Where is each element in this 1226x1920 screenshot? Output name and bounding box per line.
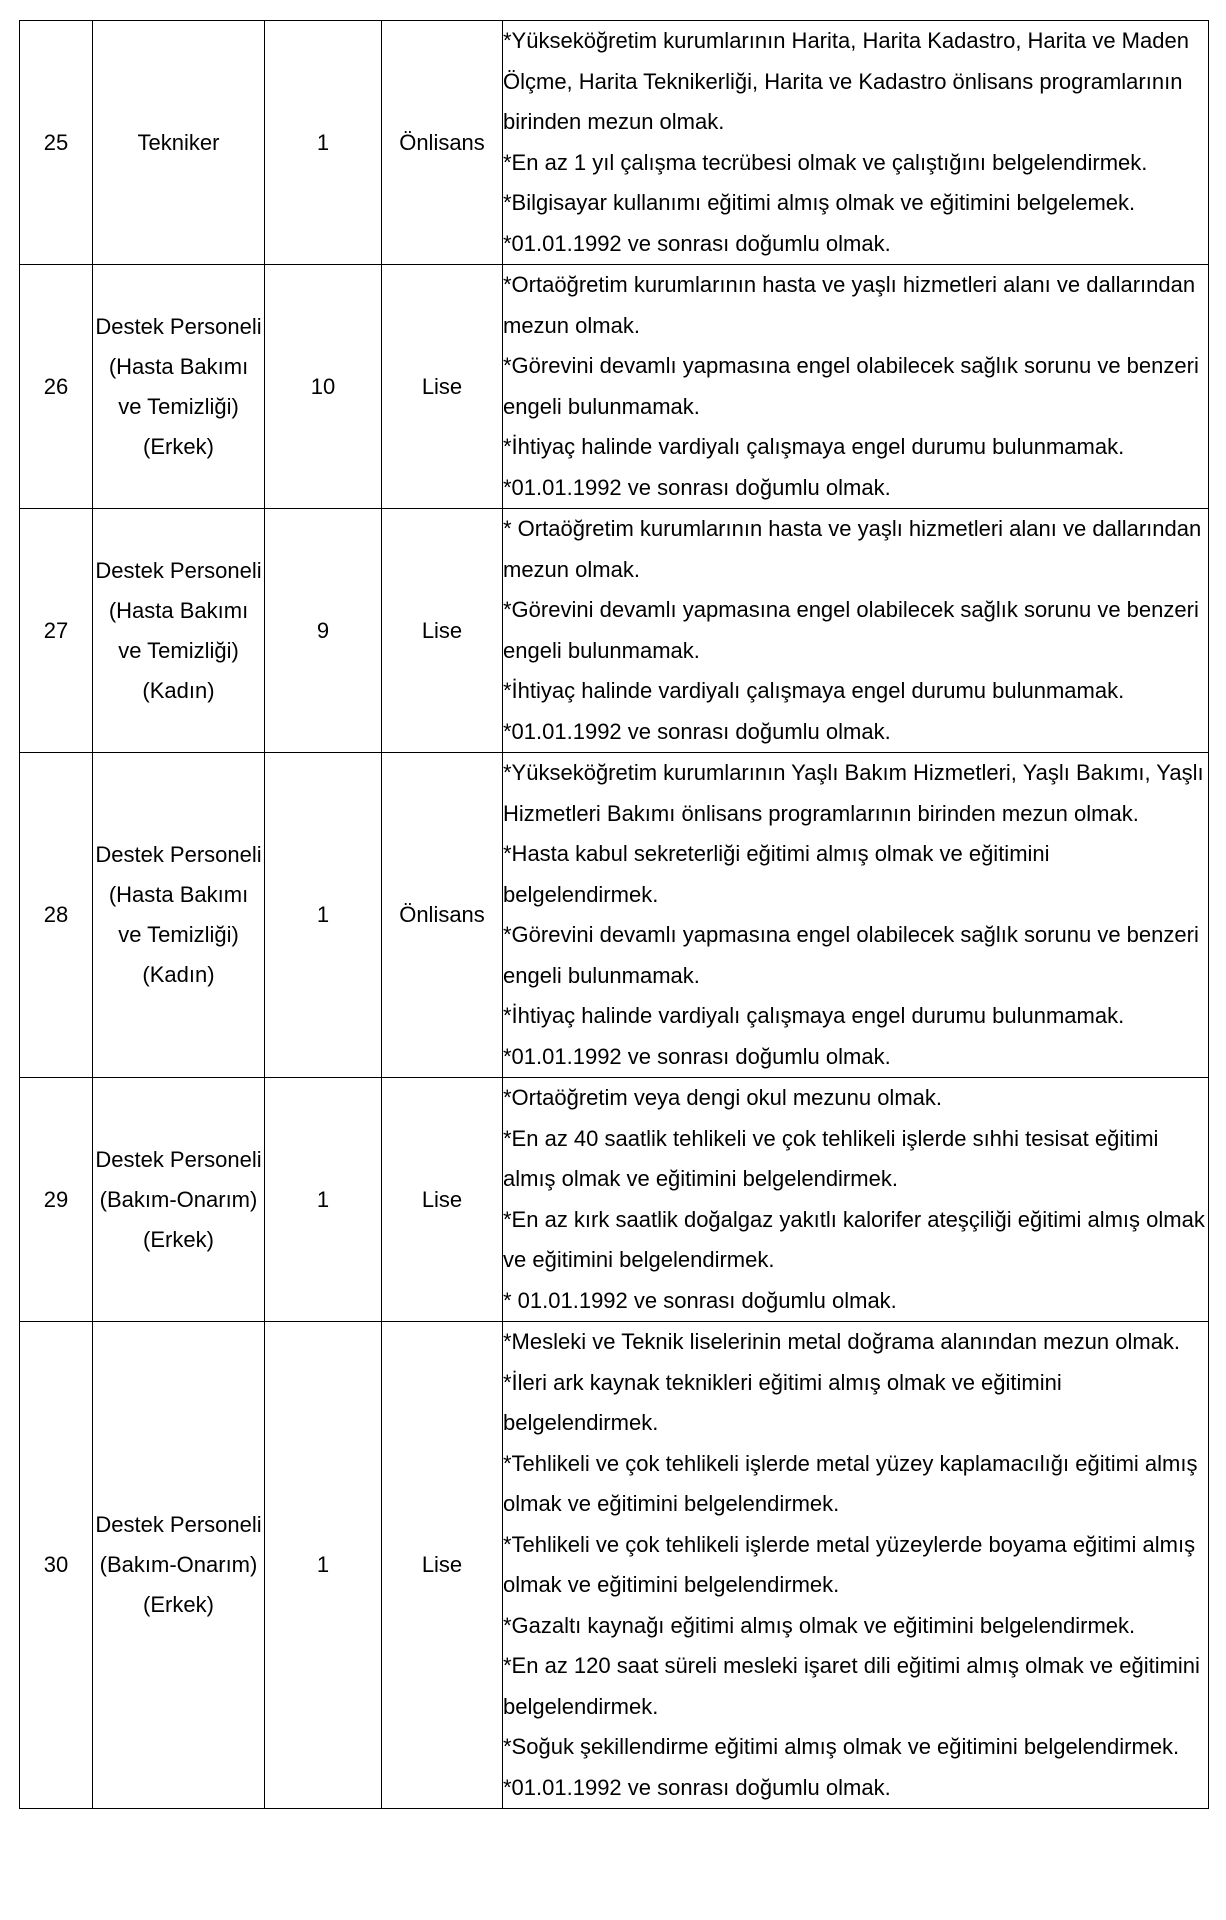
row-number-cell: 27 — [20, 509, 93, 753]
requirement-item: *Hasta kabul sekreterliği eğitimi almış olmak ve eğitimini belgelendirmek. — [503, 841, 1050, 907]
position-title-line: (Erkek) — [143, 433, 214, 459]
position-title-line: ve Temizliği) — [118, 922, 239, 947]
requirement-item: *Bilgisayar kullanımı eğitimi almış olmak ve eğitimini belgelemek. — [503, 190, 1136, 215]
position-title-line: Destek Personeli — [95, 313, 262, 339]
requirement-item: *Ortaöğretim veya dengi okul mezunu olmak. — [503, 1085, 942, 1110]
requirements-cell — [503, 1078, 1209, 1322]
requirement-item: *Görevini devamlı yapmasına engel olabilecek sağlık sorunu ve benzeri engeli bulunmamak. — [503, 597, 1199, 663]
row-number-cell: 28 — [20, 753, 93, 1078]
requirement-item: *İhtiyaç halinde vardiyalı çalışmaya engel durumu bulunmamak. — [503, 1003, 1125, 1028]
requirement-item: *Tehlikeli ve çok tehlikeli işlerde metal yüzey kaplamacılığı eğitimi almış olmak ve eğitimini belgelendirmek. — [503, 1450, 1198, 1516]
position-title-line: (Hasta Bakımı — [108, 882, 249, 907]
requirement-item: *01.01.1992 ve sonrası doğumlu olmak. — [503, 1043, 891, 1069]
requirement-item: *İhtiyaç halinde vardiyalı çalışmaya engel durumu bulunmamak. — [503, 434, 1125, 459]
education-level-cell: Önlisans — [382, 21, 503, 265]
requirement-item: *Yükseköğretim kurumlarının Yaşlı Bakım Hizmetleri, Yaşlı Bakımı, Yaşlı Hizmetleri Bakımı önlisans programlarının birinden mezun olmak. — [503, 760, 1204, 826]
education-level-cell: Lise — [382, 1322, 503, 1809]
position-title-line: Tekniker — [137, 129, 220, 155]
requirement-item: *Görevini devamlı yapmasına engel olabilecek sağlık sorunu ve benzeri engeli bulunmamak. — [503, 922, 1199, 988]
position-title-line: Destek Personeli — [95, 1512, 262, 1537]
education-level-cell: Lise — [382, 1078, 503, 1322]
requirement-item: *En az 1 yıl çalışma tecrübesi olmak ve çalıştığını belgelendirmek. — [503, 149, 1148, 175]
requirement-item: *En az 120 saat süreli mesleki işaret dili eğitimi almış olmak ve eğitimini belgelendirmek. — [503, 1653, 1200, 1719]
position-title-line: (Bakım-Onarım) — [99, 1186, 258, 1212]
position-title-cell — [93, 753, 265, 1078]
position-count-cell: 1 — [265, 1322, 382, 1809]
requirement-item: * 01.01.1992 ve sonrası doğumlu olmak. — [503, 1287, 897, 1313]
requirement-item: *İleri ark kaynak teknikleri eğitimi almış olmak ve eğitimini belgelendirmek. — [503, 1369, 1062, 1435]
position-title-cell — [93, 265, 265, 509]
requirements-cell — [503, 21, 1209, 265]
requirement-item: *Soğuk şekillendirme eğitimi almış olmak ve eğitimini belgelendirmek. — [503, 1734, 1180, 1759]
requirements-cell — [503, 1322, 1209, 1809]
table-row — [20, 753, 1209, 1078]
requirement-item: *Tehlikeli ve çok tehlikeli işlerde metal yüzeylerde boyama eğitimi almış olmak ve eğitimini belgelendirmek. — [503, 1531, 1196, 1597]
row-number-cell: 30 — [20, 1322, 93, 1809]
requirement-item: *Görevini devamlı yapmasına engel olabilecek sağlık sorunu ve benzeri engeli bulunmamak. — [503, 353, 1199, 419]
position-title-cell — [93, 509, 265, 753]
position-title-line: (Hasta Bakımı — [108, 597, 249, 623]
table-row — [20, 265, 1209, 509]
requirement-item: *Mesleki ve Teknik liselerinin metal doğrama alanından mezun olmak. — [503, 1329, 1181, 1354]
position-title-line: (Kadın) — [142, 962, 215, 987]
requirement-item: *İhtiyaç halinde vardiyalı çalışmaya engel durumu bulunmamak. — [503, 678, 1125, 703]
position-title-line: (Erkek) — [143, 1592, 214, 1617]
row-number-cell: 25 — [20, 21, 93, 265]
table-body — [20, 21, 1209, 1809]
requirement-item: *01.01.1992 ve sonrası doğumlu olmak. — [503, 230, 891, 256]
table-row — [20, 509, 1209, 753]
job-requirements-sheet — [19, 20, 1208, 1809]
row-number-cell: 26 — [20, 265, 93, 509]
job-requirements-table — [19, 20, 1209, 1809]
position-count-cell: 9 — [265, 509, 382, 753]
position-title-line: Destek Personeli — [95, 842, 262, 867]
requirements-cell — [503, 509, 1209, 753]
position-title-line: (Kadın) — [142, 677, 215, 703]
position-title-line: (Hasta Bakımı — [108, 353, 249, 379]
position-title-cell — [93, 21, 265, 265]
position-title-line: ve Temizliği) — [118, 393, 239, 419]
position-title-line: Destek Personeli — [95, 557, 262, 583]
requirement-item: *Ortaöğretim kurumlarının hasta ve yaşlı hizmetleri alanı ve dallarından mezun olmak. — [503, 272, 1196, 338]
position-title-cell — [93, 1078, 265, 1322]
table-row — [20, 21, 1209, 265]
position-title-line: ve Temizliği) — [118, 637, 239, 663]
position-title-line: (Erkek) — [143, 1226, 214, 1252]
requirements-cell — [503, 753, 1209, 1078]
position-title-line: Destek Personeli — [95, 1146, 262, 1172]
requirement-item: *01.01.1992 ve sonrası doğumlu olmak. — [503, 1774, 891, 1800]
requirement-item: *En az 40 saatlik tehlikeli ve çok tehlikeli işlerde sıhhi tesisat eğitimi almış olmak ve eğitimini belgelendirmek. — [503, 1125, 1159, 1191]
requirement-item: *En az kırk saatlik doğalgaz yakıtlı kalorifer ateşçiliği eğitimi almış olmak ve eğitimini belgelendirmek. — [503, 1206, 1205, 1272]
requirement-item: *Yükseköğretim kurumlarının Harita, Harita Kadastro, Harita ve Maden Ölçme, Harita Teknikerliği, Harita ve Kadastro önlisans programlarının birinden mezun olmak. — [503, 28, 1189, 134]
row-number-cell: 29 — [20, 1078, 93, 1322]
education-level-cell: Lise — [382, 509, 503, 753]
position-count-cell: 1 — [265, 21, 382, 265]
position-title-line: (Bakım-Onarım) — [99, 1552, 258, 1577]
table-row — [20, 1078, 1209, 1322]
requirement-item: *Gazaltı kaynağı eğitimi almış olmak ve eğitimini belgelendirmek. — [503, 1612, 1136, 1638]
education-level-cell: Lise — [382, 265, 503, 509]
table-row — [20, 1322, 1209, 1809]
requirement-item: *01.01.1992 ve sonrası doğumlu olmak. — [503, 718, 891, 744]
education-level-cell: Önlisans — [382, 753, 503, 1078]
position-title-cell — [93, 1322, 265, 1809]
position-count-cell: 1 — [265, 1078, 382, 1322]
position-count-cell: 1 — [265, 753, 382, 1078]
position-count-cell: 10 — [265, 265, 382, 509]
requirement-item: *01.01.1992 ve sonrası doğumlu olmak. — [503, 474, 891, 500]
requirement-item: * Ortaöğretim kurumlarının hasta ve yaşlı hizmetleri alanı ve dallarından mezun olmak. — [503, 516, 1202, 582]
requirements-cell — [503, 265, 1209, 509]
